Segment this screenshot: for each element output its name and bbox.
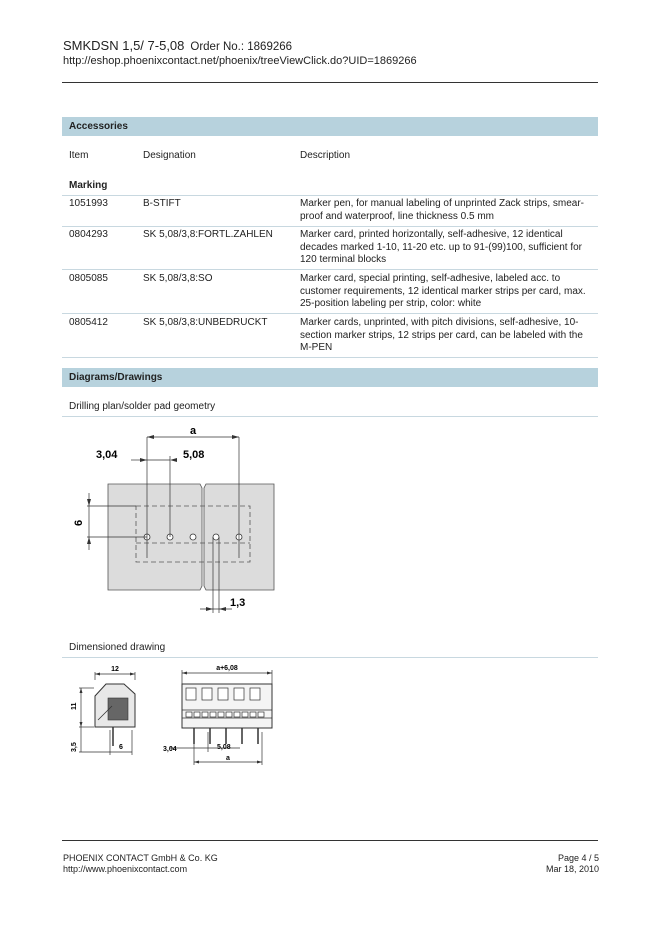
description-line: M-PEN — [300, 342, 333, 353]
footer-url[interactable]: http://www.phoenixcontact.com — [63, 864, 188, 874]
row-item: 0805085 — [69, 273, 108, 284]
caption-rule — [62, 416, 598, 417]
description-line: decades marked 1-10, 11-20 etc. up to 91-(99)100, sufficient for — [300, 241, 583, 253]
page-header-title — [63, 38, 292, 53]
screw-opening — [186, 712, 192, 717]
drilling-plan-drawing — [62, 418, 282, 624]
row-item: 0805412 — [69, 317, 108, 328]
description-line: Marker card, printed horizontally, self-adhesive, 12 identical — [300, 229, 563, 240]
description-line: 25-position labeling per strip, color: white — [300, 298, 482, 309]
row-separator — [62, 195, 598, 196]
dimensioned-drawing-caption: Dimensioned drawing — [69, 642, 166, 653]
row-designation: SK 5,08/3,8:UNBEDRUCKT — [143, 317, 268, 328]
screw-opening — [250, 712, 256, 717]
header-rule — [62, 82, 598, 83]
wire-entry — [250, 688, 260, 700]
description-line: Marker cards, unprinted, with pitch divisions, self-adhesive, 10- — [300, 317, 579, 328]
product-url[interactable]: http://eshop.phoenixcontact.net/phoenix/treeViewClick.do?UID=1869266 — [63, 55, 417, 67]
row-separator — [62, 269, 598, 270]
dim-label-6: 6 — [119, 744, 123, 751]
screw-opening — [234, 712, 240, 717]
description-line: proof and waterproof, line thickness 0.5 mm — [300, 210, 494, 222]
row-item: 0804293 — [69, 229, 108, 240]
dim-label-3-5: 3,5 — [71, 742, 78, 752]
dim-label-5-08: 5,08 — [183, 449, 205, 461]
row-description — [300, 273, 586, 311]
footer-company: PHOENIX CONTACT GmbH & Co. KG — [63, 853, 218, 863]
row-description — [300, 229, 582, 267]
wire-entry — [186, 688, 196, 700]
dim-label-1-3: 1,3 — [230, 597, 246, 609]
footer-date: Mar 18, 2010 — [545, 864, 599, 874]
screw-opening — [194, 712, 200, 717]
dimensioned-drawing — [62, 660, 292, 770]
dim-label-a: a — [189, 425, 197, 437]
dim-label-11: 11 — [71, 702, 78, 710]
screw-opening — [242, 712, 248, 717]
accessories-section-header: Accessories — [62, 117, 598, 136]
terminal-clamp — [108, 698, 128, 720]
dim-label-6: 6 — [73, 519, 85, 526]
dim-label-12: 12 — [111, 666, 119, 673]
row-designation: B-STIFT — [143, 198, 181, 209]
row-designation: SK 5,08/3,8:SO — [143, 273, 213, 284]
drilling-plan-caption: Drilling plan/solder pad geometry — [69, 401, 216, 412]
wire-entry — [218, 688, 228, 700]
order-number: Order No.: 1869266 — [190, 41, 293, 53]
column-header-designation: Designation — [143, 150, 196, 161]
description-line: 120 terminal blocks — [300, 254, 387, 265]
caption-rule — [62, 657, 598, 658]
diagrams-section-header: Diagrams/Drawings — [62, 368, 598, 387]
solder-pad — [213, 534, 219, 540]
description-line: section marker strips, 12 strips per card, can be labeled with the — [300, 329, 583, 341]
description-line: Marker card, special printing, self-adhesive, labeled acc. to — [300, 273, 561, 284]
row-separator — [62, 226, 598, 227]
description-line: customer requirements, 12 identical marker strips per card, max. — [300, 285, 586, 297]
row-separator — [62, 313, 598, 314]
row-item: 1051993 — [69, 198, 108, 209]
row-description — [300, 198, 584, 223]
screw-opening — [226, 712, 232, 717]
group-label-marking: Marking — [69, 180, 108, 191]
footer-rule — [62, 840, 598, 841]
dim-label-5-08: 5,08 — [217, 744, 231, 751]
solder-pad — [190, 534, 196, 540]
dim-label-a: a — [226, 755, 230, 762]
product-name: SMKDSN 1,5/ 7-5,08 — [63, 38, 185, 53]
wire-entry — [234, 688, 244, 700]
row-designation: SK 5,08/3,8:FORTL.ZAHLEN — [143, 229, 273, 240]
column-header-item: Item — [69, 150, 89, 161]
dim-label-3-04: 3,04 — [163, 746, 177, 753]
dim-label-3-04: 3,04 — [96, 449, 118, 461]
screw-opening — [258, 712, 264, 717]
screw-opening — [210, 712, 216, 717]
screw-opening — [202, 712, 208, 717]
screw-opening — [218, 712, 224, 717]
footer-page-number: Page 4 / 5 — [557, 853, 599, 863]
description-line: Marker pen, for manual labeling of unprinted Zack strips, smear- — [300, 198, 585, 209]
wire-entry — [202, 688, 212, 700]
row-separator — [62, 357, 598, 358]
column-header-description: Description — [300, 150, 351, 161]
dim-label-a-plus-6-08: a+6,08 — [216, 665, 238, 672]
row-description — [300, 317, 583, 355]
